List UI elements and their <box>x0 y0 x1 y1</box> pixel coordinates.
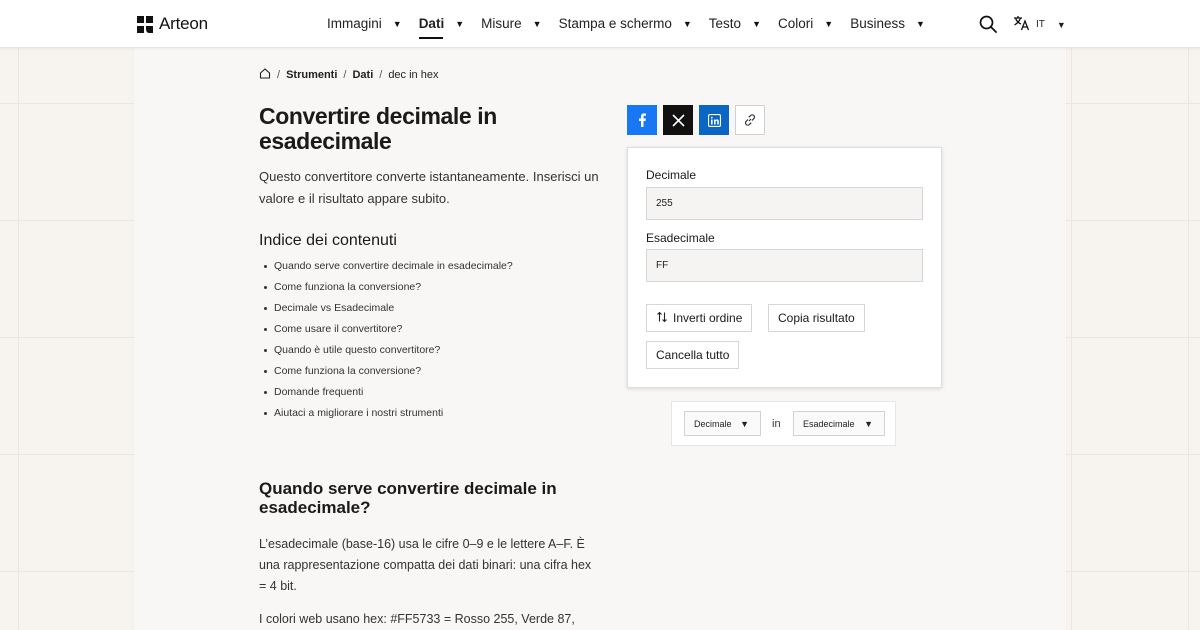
menu-item-label: Stampa e schermo <box>558 16 672 31</box>
menu-item-stampa-e-schermo[interactable] <box>559 16 692 31</box>
main-menu <box>327 16 942 31</box>
home-icon[interactable] <box>259 68 271 82</box>
toc-title: Indice dei contenuti <box>259 232 397 249</box>
intro-text: Questo convertitore converte istantaneamente. Inserisci un valore e il risultato appare subito. <box>259 169 599 206</box>
chevron-down-icon: ▼ <box>915 18 925 29</box>
converter-panel <box>627 147 942 388</box>
menu-item-label: Misure <box>481 16 522 31</box>
unit-connector: in <box>772 418 781 430</box>
linkedin-icon[interactable] <box>699 105 729 135</box>
section-paragraph: L’esadecimale (base-16) usa le cifre 0–9 e le lettere A–F. È una rappresentazione compatta dei dati binari: una cifra hex = 4 bit. <box>259 537 592 593</box>
hexadecimal-label: Esadecimale <box>646 231 715 245</box>
toc-item[interactable]: Come funziona la conversione? <box>274 363 513 384</box>
swap-order-label: Inverti ordine <box>673 311 743 325</box>
facebook-icon[interactable] <box>627 105 657 135</box>
chevron-down-icon: ▼ <box>740 418 749 429</box>
to-unit-select[interactable] <box>793 411 885 436</box>
clear-all-label: Cancella tutto <box>656 348 730 362</box>
breadcrumb-separator: / <box>343 69 347 81</box>
chevron-down-icon: ▼ <box>824 18 834 29</box>
toc-item[interactable]: Quando serve convertire decimale in esadecimale? <box>274 258 513 279</box>
section-paragraph: I colori web usano hex: #FF5733 = Rosso 255, Verde 87, <box>259 612 575 626</box>
logo-text: Arteon <box>159 14 208 33</box>
breadcrumb-item-current: dec in hex <box>388 69 439 81</box>
toc-item[interactable]: Come funziona la conversione? <box>274 279 513 300</box>
chevron-down-icon: ▼ <box>392 18 402 29</box>
chevron-down-icon: ▼ <box>455 18 465 29</box>
copy-result-label: Copia risultato <box>778 311 855 325</box>
share-buttons <box>627 105 765 135</box>
menu-item-label: Colori <box>778 16 814 31</box>
menu-item-testo[interactable] <box>709 16 761 31</box>
from-unit-value: Decimale <box>694 418 732 429</box>
chevron-down-icon: ▼ <box>864 418 873 429</box>
chevron-down-icon: ▼ <box>682 18 692 29</box>
translate-icon <box>1013 15 1030 34</box>
menu-item-label: Testo <box>708 16 742 31</box>
menu-item-dati[interactable] <box>419 16 464 31</box>
logo-mark-icon <box>137 16 153 33</box>
menu-item-immagini[interactable] <box>327 16 402 31</box>
breadcrumb-separator: / <box>277 69 281 81</box>
decimal-label: Decimale <box>646 168 697 182</box>
chevron-down-icon: ▼ <box>532 18 542 29</box>
toc-item[interactable]: Come usare il convertitore? <box>274 321 513 342</box>
breadcrumb-separator: / <box>379 69 383 81</box>
section-title: Quando serve convertire decimale in esadecimale? <box>259 479 557 517</box>
x-icon[interactable] <box>663 105 693 135</box>
top-navigation <box>0 0 1200 48</box>
language-selector[interactable] <box>1013 15 1066 34</box>
menu-item-label: Immagini <box>327 16 382 31</box>
decimal-input[interactable] <box>646 187 923 220</box>
hexadecimal-output[interactable] <box>646 249 923 282</box>
table-of-contents <box>274 258 513 426</box>
menu-item-label: Dati <box>418 16 445 31</box>
menu-item-business[interactable] <box>850 16 925 31</box>
copy-result-button[interactable] <box>768 304 865 332</box>
toc-item[interactable]: Quando è utile questo convertitore? <box>274 342 513 363</box>
swap-order-button[interactable] <box>646 304 752 332</box>
breadcrumb-item-dati[interactable]: Dati <box>352 69 374 81</box>
toc-item[interactable]: Aiutaci a migliorare i nostri strumenti <box>274 405 513 426</box>
menu-item-colori[interactable] <box>778 16 833 31</box>
unit-selector-bar <box>671 401 896 446</box>
menu-item-label: Business <box>850 16 905 31</box>
language-code: IT <box>1036 19 1045 30</box>
from-unit-select[interactable] <box>684 411 761 436</box>
breadcrumb <box>259 68 438 82</box>
clear-all-button[interactable] <box>646 341 739 369</box>
logo[interactable] <box>137 14 208 34</box>
link-icon[interactable] <box>735 105 765 135</box>
to-unit-value: Esadecimale <box>803 418 855 429</box>
chevron-down-icon: ▼ <box>1056 19 1066 30</box>
swap-arrows-icon <box>656 311 668 326</box>
breadcrumb-item-strumenti[interactable]: Strumenti <box>286 69 338 81</box>
toc-item[interactable]: Domande frequenti <box>274 384 513 405</box>
toc-item[interactable]: Decimale vs Esadecimale <box>274 300 513 321</box>
chevron-down-icon: ▼ <box>752 18 761 29</box>
menu-item-misure[interactable] <box>481 16 541 31</box>
page-title: Convertire decimale in esadecimale <box>259 103 497 154</box>
search-icon[interactable] <box>979 15 997 33</box>
